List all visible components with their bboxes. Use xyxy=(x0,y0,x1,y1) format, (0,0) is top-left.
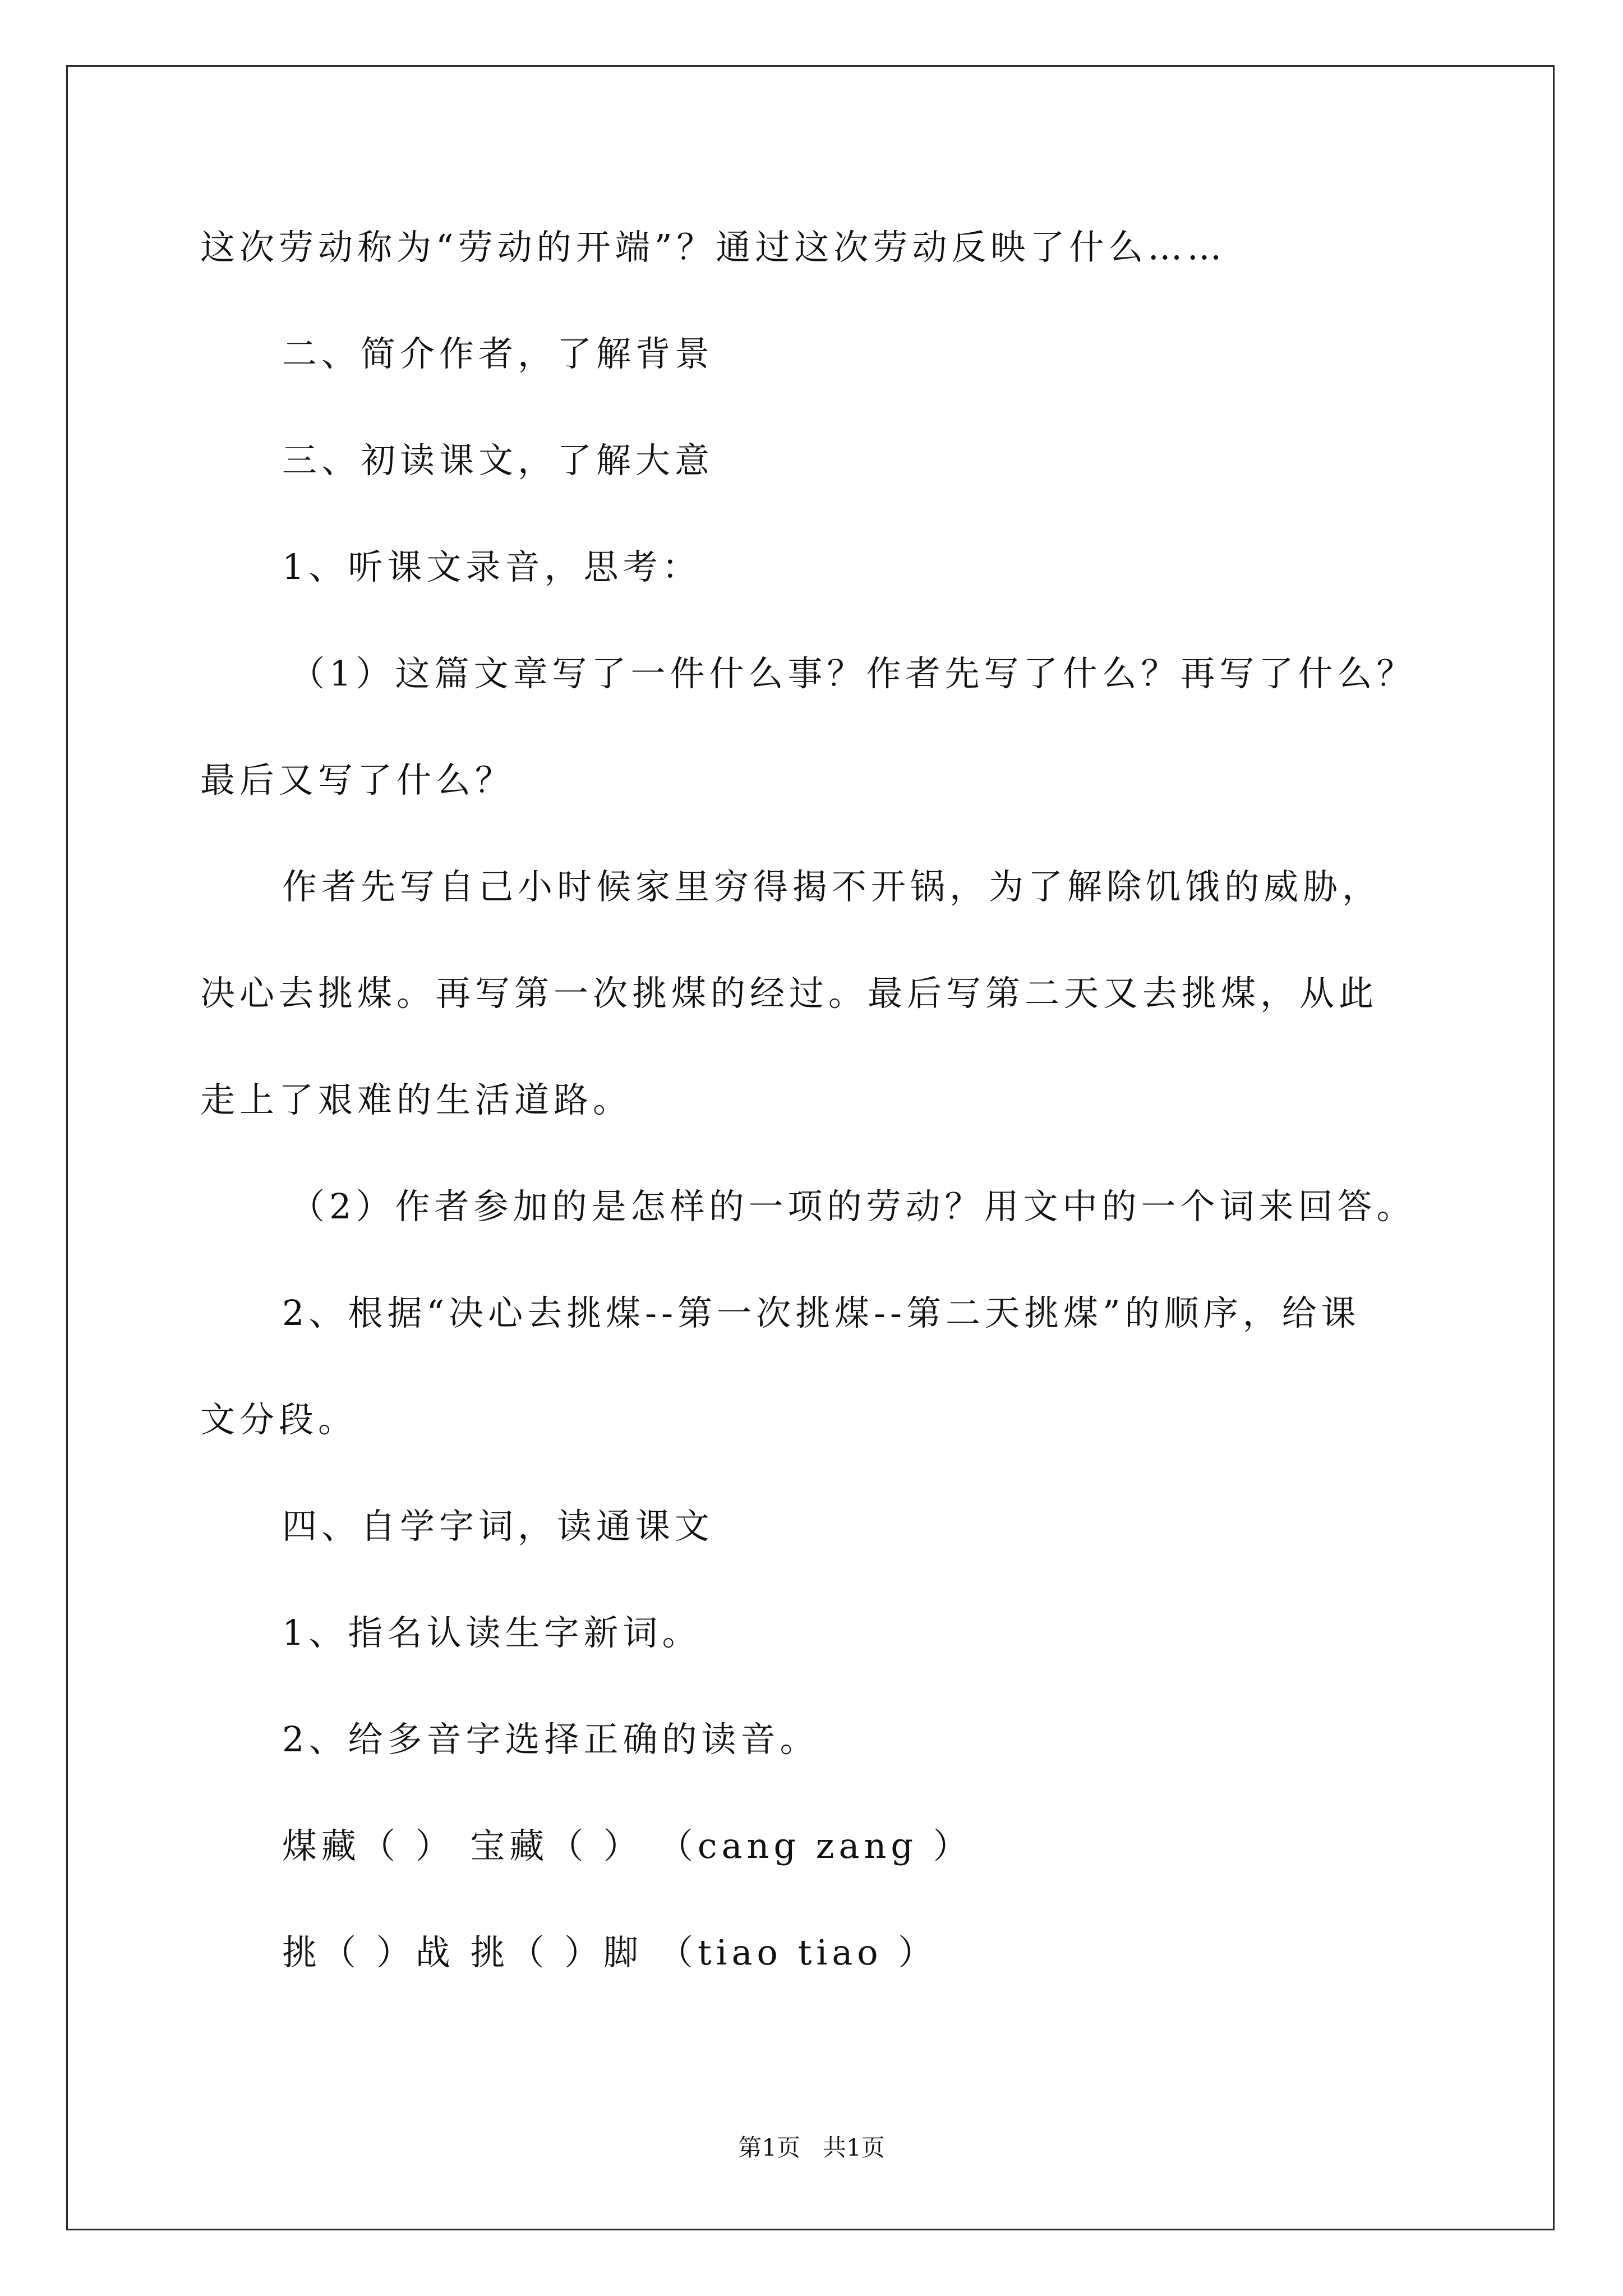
page-border xyxy=(66,65,1555,2230)
text-line: 最后又写了什么？ xyxy=(200,760,515,800)
text-line: 文分段。 xyxy=(200,1399,358,1440)
text-line: 挑（ ）战 挑（ ）脚 （tiao tiao ） xyxy=(282,1932,938,1973)
text-line: （1）这篇文章写了一件什么事？作者先写了什么？再写了什么？ xyxy=(290,653,1416,694)
section-heading: 三、初读课文，了解大意 xyxy=(282,440,714,481)
text-line: 决心去挑煤。再写第一次挑煤的经过。最后写第二天又去挑煤，从此 xyxy=(200,973,1378,1014)
text-line: 这次劳动称为“劳动的开端”？通过这次劳动反映了什么…… xyxy=(200,227,1227,268)
text-line: 走上了艰难的生活道路。 xyxy=(200,1079,633,1120)
text-line: 1、听课文录音，思考： xyxy=(282,546,702,587)
text-line: （2）作者参加的是怎样的一项的劳动？用文中的一个词来回答。 xyxy=(290,1186,1416,1227)
section-heading: 四、自学字词，读通课文 xyxy=(282,1506,714,1547)
text-line: 作者先写自己小时候家里穷得揭不开锅，为了解除饥饿的威胁， xyxy=(282,866,1382,907)
text-line: 煤藏（ ） 宝藏（ ） （cang zang ） xyxy=(282,1825,972,1866)
section-heading: 二、简介作者，了解背景 xyxy=(282,333,714,374)
text-line: 2、根据“决心去挑煤--第一次挑煤--第二天挑煤”的顺序，给课 xyxy=(282,1292,1361,1333)
text-line: 1、指名认读生字新词。 xyxy=(282,1612,702,1653)
text-line: 2、给多音字选择正确的读音。 xyxy=(282,1719,819,1760)
page-number-footer: 第1页 共1页 xyxy=(738,2134,885,2161)
